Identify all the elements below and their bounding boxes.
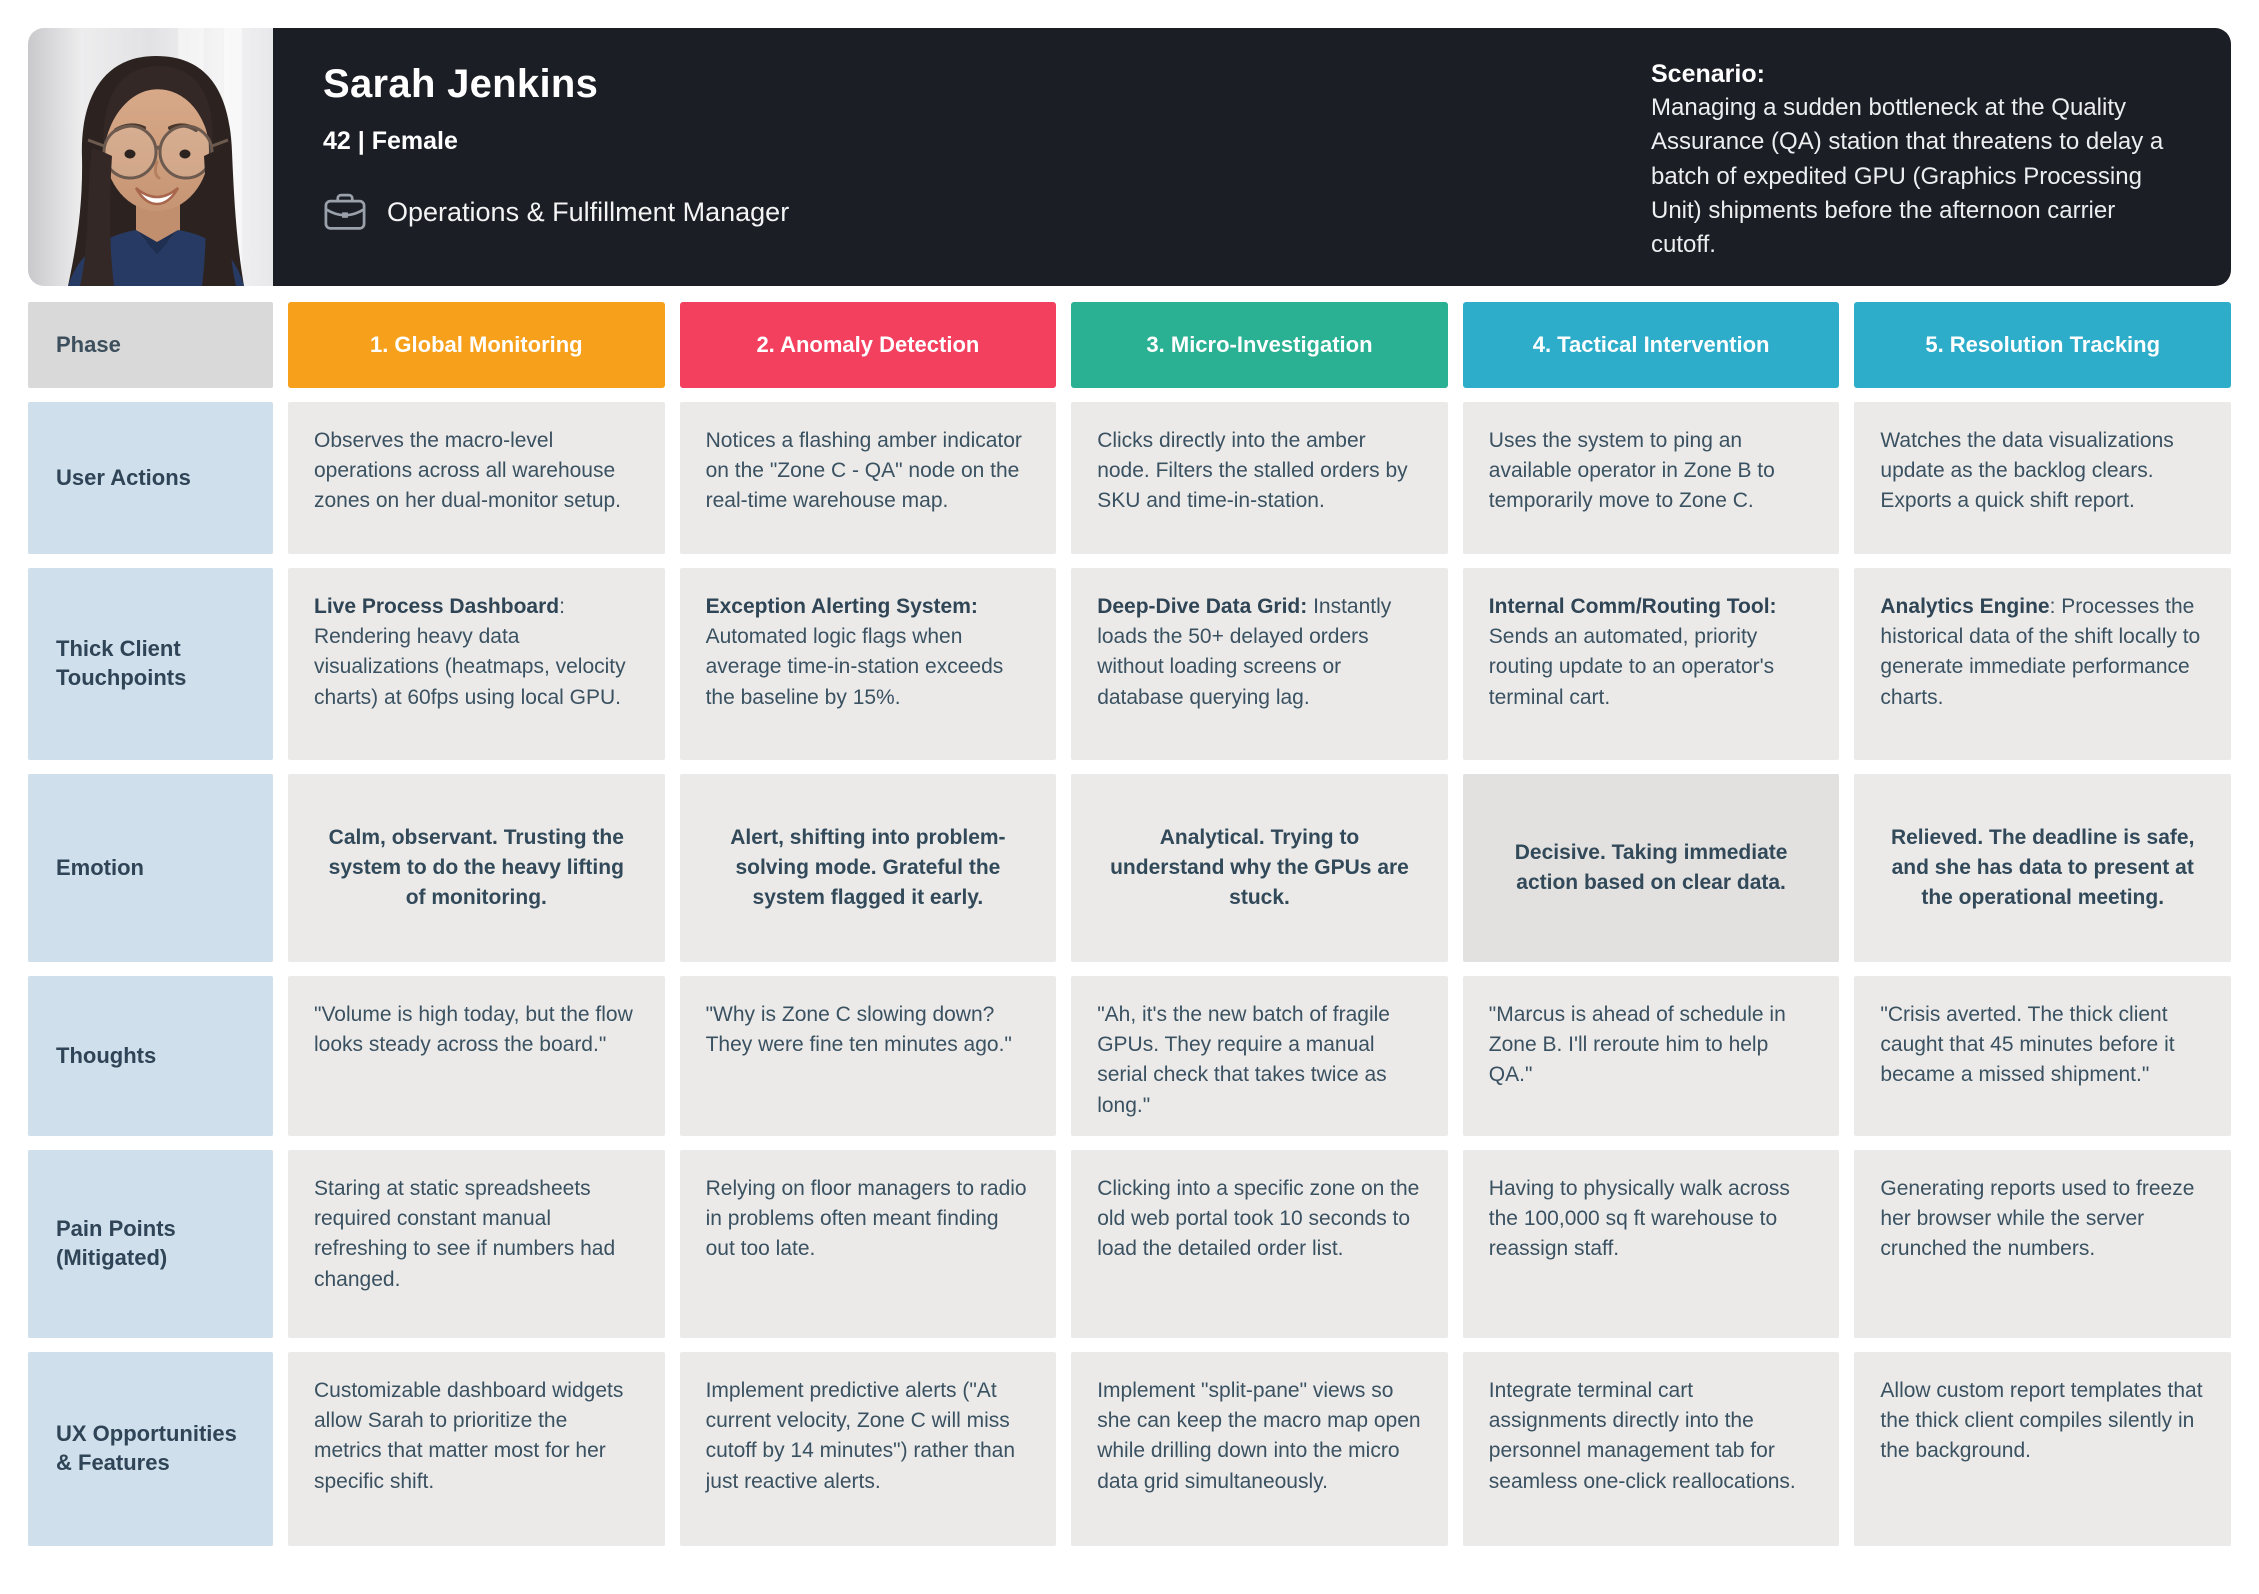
cell-pain-points-3: Clicking into a specific zone on the old web portal took 10 seconds to load the detailed order list. bbox=[1071, 1150, 1448, 1338]
cell-touchpoints-3 bbox=[1071, 568, 1448, 760]
scenario-label: Scenario: bbox=[1651, 60, 1765, 88]
persona-role: Operations & Fulfillment Manager bbox=[387, 196, 790, 227]
phase-header-1: 1. Global Monitoring bbox=[288, 302, 665, 388]
touchpoint-title: Deep-Dive Data Grid: bbox=[1097, 595, 1308, 618]
touchpoint-title: Analytics Engine bbox=[1880, 595, 2050, 618]
persona-demographics: 42 | Female bbox=[323, 127, 458, 155]
row-label-user-actions: User Actions bbox=[28, 402, 273, 554]
cell-ux-1: Customizable dashboard widgets allow Sarah to prioritize the metrics that matter most for her specific shift. bbox=[288, 1352, 665, 1546]
phase-header-4: 4. Tactical Intervention bbox=[1463, 302, 1840, 388]
journey-table bbox=[28, 302, 2231, 1546]
cell-ux-4: Integrate terminal cart assignments directly into the personnel management tab for seamless one-click reallocations. bbox=[1463, 1352, 1840, 1546]
touchpoint-desc: Instantly loads the 50+ delayed orders without loading screens or database querying lag. bbox=[1097, 595, 1392, 709]
cell-user-actions-3: Clicks directly into the amber node. Filters the stalled orders by SKU and time-in-station. bbox=[1071, 402, 1448, 554]
row-label-ux: UX Opportunities & Features bbox=[28, 1352, 273, 1546]
touchpoint-title: Live Process Dashboard bbox=[314, 595, 560, 618]
cell-user-actions-2: Notices a flashing amber indicator on the "Zone C - QA" node on the real-time warehouse map. bbox=[680, 402, 1057, 554]
persona-role-row bbox=[323, 192, 789, 232]
cell-pain-points-2: Relying on floor managers to radio in problems often meant finding out too late. bbox=[680, 1150, 1057, 1338]
persona-avatar bbox=[28, 28, 273, 286]
cell-pain-points-5: Generating reports used to freeze her browser while the server crunched the numbers. bbox=[1854, 1150, 2231, 1338]
phase-header-5: 5. Resolution Tracking bbox=[1854, 302, 2231, 388]
cell-ux-2: Implement predictive alerts ("At current velocity, Zone C will miss cutoff by 14 minutes") rather than just reactive alerts. bbox=[680, 1352, 1057, 1546]
cell-emotion-4: Decisive. Taking immediate action based on clear data. bbox=[1463, 774, 1840, 962]
briefcase-icon bbox=[323, 192, 367, 232]
persona-identity bbox=[273, 28, 809, 286]
cell-thoughts-5: "Crisis averted. The thick client caught that 45 minutes before it became a missed shipment." bbox=[1854, 976, 2231, 1136]
cell-touchpoints-2 bbox=[680, 568, 1057, 760]
phase-header-2: 2. Anomaly Detection bbox=[680, 302, 1057, 388]
cell-pain-points-4: Having to physically walk across the 100,000 sq ft warehouse to reassign staff. bbox=[1463, 1150, 1840, 1338]
cell-emotion-2: Alert, shifting into problem-solving mode. Grateful the system flagged it early. bbox=[680, 774, 1057, 962]
cell-thoughts-3: "Ah, it's the new batch of fragile GPUs. They require a manual serial check that takes twice as long." bbox=[1071, 976, 1448, 1136]
row-label-thoughts: Thoughts bbox=[28, 976, 273, 1136]
row-label-touchpoints: Thick Client Touchpoints bbox=[28, 568, 273, 760]
scenario-block bbox=[1651, 28, 2231, 286]
touchpoint-desc: : Rendering heavy data visualizations (heatmaps, velocity charts) at 60fps using local GPU. bbox=[314, 595, 626, 709]
cell-thoughts-4: "Marcus is ahead of schedule in Zone B. I'll reroute him to help QA." bbox=[1463, 976, 1840, 1136]
cell-user-actions-5: Watches the data visualizations update as the backlog clears. Exports a quick shift report. bbox=[1854, 402, 2231, 554]
cell-user-actions-1: Observes the macro-level operations across all warehouse zones on her dual-monitor setup. bbox=[288, 402, 665, 554]
cell-touchpoints-5 bbox=[1854, 568, 2231, 760]
cell-user-actions-4: Uses the system to ping an available operator in Zone B to temporarily move to Zone C. bbox=[1463, 402, 1840, 554]
cell-touchpoints-4 bbox=[1463, 568, 1840, 760]
cell-ux-5: Allow custom report templates that the thick client compiles silently in the background. bbox=[1854, 1352, 2231, 1546]
scenario-text: Managing a sudden bottleneck at the Quality Assurance (QA) station that threatens to delay a batch of expedited GPU (Graphics Processing Unit) shipments before the afternoon carrier cutoff. bbox=[1651, 94, 2164, 259]
persona-header bbox=[28, 28, 2231, 286]
touchpoint-desc: Automated logic flags when average time-in-station exceeds the baseline by 15%. bbox=[705, 625, 1004, 709]
phase-header-3: 3. Micro-Investigation bbox=[1071, 302, 1448, 388]
cell-emotion-5: Relieved. The deadline is safe, and she has data to present at the operational meeting. bbox=[1854, 774, 2231, 962]
cell-touchpoints-1 bbox=[288, 568, 665, 760]
row-label-pain-points: Pain Points (Mitigated) bbox=[28, 1150, 273, 1338]
row-label-emotion: Emotion bbox=[28, 774, 273, 962]
touchpoint-desc: Sends an automated, priority routing update to an operator's terminal cart. bbox=[1488, 625, 1775, 709]
phase-row-label: Phase bbox=[28, 302, 273, 388]
cell-pain-points-1: Staring at static spreadsheets required constant manual refreshing to see if numbers had changed. bbox=[288, 1150, 665, 1338]
cell-thoughts-2: "Why is Zone C slowing down? They were fine ten minutes ago." bbox=[680, 976, 1057, 1136]
persona-info-panel bbox=[273, 28, 2231, 286]
touchpoint-title: Internal Comm/Routing Tool: bbox=[1488, 595, 1777, 618]
persona-name: Sarah Jenkins bbox=[323, 62, 599, 106]
persona-photo bbox=[28, 28, 273, 286]
cell-emotion-1: Calm, observant. Trusting the system to do the heavy lifting of monitoring. bbox=[288, 774, 665, 962]
touchpoint-title: Exception Alerting System: bbox=[705, 595, 978, 618]
cell-thoughts-1: "Volume is high today, but the flow looks steady across the board." bbox=[288, 976, 665, 1136]
cell-emotion-3: Analytical. Trying to understand why the GPUs are stuck. bbox=[1071, 774, 1448, 962]
touchpoint-desc: : Processes the historical data of the shift locally to generate immediate performance charts. bbox=[1880, 595, 2201, 709]
cell-ux-3: Implement "split-pane" views so she can keep the macro map open while drilling down into the micro data grid simultaneously. bbox=[1071, 1352, 1448, 1546]
